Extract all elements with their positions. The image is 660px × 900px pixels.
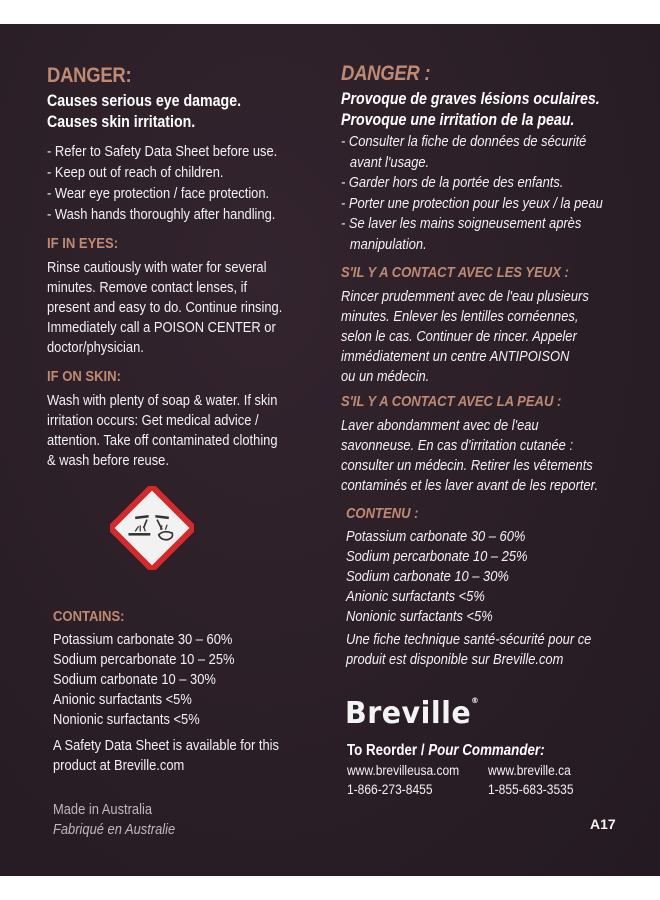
- skin-heading: IF ON SKIN:: [47, 369, 121, 385]
- usa-contact: [347, 761, 459, 799]
- reorder-heading: To Reorder / Pour Commander:: [347, 742, 545, 759]
- ingredients-list: Potassium carbonate 30 – 60% Sodium percarbonate 10 – 25% Sodium carbonate 10 – 30% Anionic surfactants <5% Nonionic surfactants <5%: [53, 632, 235, 728]
- contains-heading: CONTAINS:: [53, 609, 125, 625]
- eyes-heading-fr: S'IL Y A CONTACT AVEC LES YEUX :: [341, 265, 569, 281]
- eyes-heading: IF IN EYES:: [47, 236, 119, 252]
- skin-instructions-fr: Laver abondamment avec de l'eau savonneuse. En cas d'irritation cutanée : consulter un médecin. Retirer les vêtements contaminés et les laver avant de les reporter.: [341, 418, 599, 494]
- precautions-list: - Refer to Safety Data Sheet before use. - Keep out of reach of children. - Wear eye protection / face protection. - Wash hands thoroughly after handling.: [47, 144, 278, 223]
- danger-heading-fr: DANGER :: [341, 62, 431, 85]
- eyes-instructions-fr: Rincer prudemment avec de l'eau plusieurs minutes. Enlever les lentilles cornéennes, selon le cas. Continuer de rincer. Appeler immédiatement un centre ANTIPOISON ou un médecin.: [341, 289, 589, 385]
- usa-url[interactable]: www.brevilleusa.com: [347, 763, 460, 778]
- hazard-statements: Causes serious eye damage. Causes skin irritation.: [47, 92, 242, 131]
- ingredients-list-fr: Potassium carbonate 30 – 60% Sodium percarbonate 10 – 25% Sodium carbonate 10 – 30% Anionic surfactants <5% Nonionic surfactants <5%: [346, 529, 528, 625]
- sds-note: A Safety Data Sheet is available for this product at Breville.com: [53, 738, 279, 774]
- canada-url[interactable]: www.breville.ca: [488, 763, 571, 778]
- skin-instructions: Wash with plenty of soap & water. If skin irritation occurs: Get medical advice / attention. Take off contaminated clothing & wash before reuse.: [47, 393, 278, 469]
- danger-heading: DANGER:: [47, 64, 132, 87]
- contains-heading-fr: CONTENU :: [346, 506, 419, 522]
- hazard-statements-fr: Provoque de graves lésions oculaires. Provoque une irritation de la peau.: [341, 90, 600, 129]
- precautions-list-fr: - Consulter la fiche de données de sécurité avant l'usage. - Garder hors de la portée des enfants. - Porter une protection pour les yeux / la peau - Se laver les mains soigneusement après manipulation.: [341, 134, 603, 253]
- corrosive-hazard-icon: [110, 486, 194, 570]
- product-code: A17: [590, 816, 616, 832]
- breville-logo: Breville®: [345, 696, 480, 731]
- canada-phone: 1-855-683-3535: [488, 782, 574, 797]
- product-label: [0, 24, 660, 876]
- skin-heading-fr: S'IL Y A CONTACT AVEC LA PEAU :: [341, 394, 562, 410]
- sds-note-fr: Une fiche technique santé-sécurité pour ce produit est disponible sur Breville.com: [346, 632, 592, 668]
- origin: Made in Australia Fabriqué en Australie: [53, 802, 176, 838]
- canada-contact: [488, 761, 574, 799]
- registered-mark: ®: [471, 696, 480, 705]
- usa-phone: 1-866-273-8455: [347, 782, 433, 797]
- eyes-instructions: Rinse cautiously with water for several minutes. Remove contact lenses, if present and easy to do. Continue rinsing. Immediately call a POISON CENTER or doctor/physician.: [47, 260, 283, 356]
